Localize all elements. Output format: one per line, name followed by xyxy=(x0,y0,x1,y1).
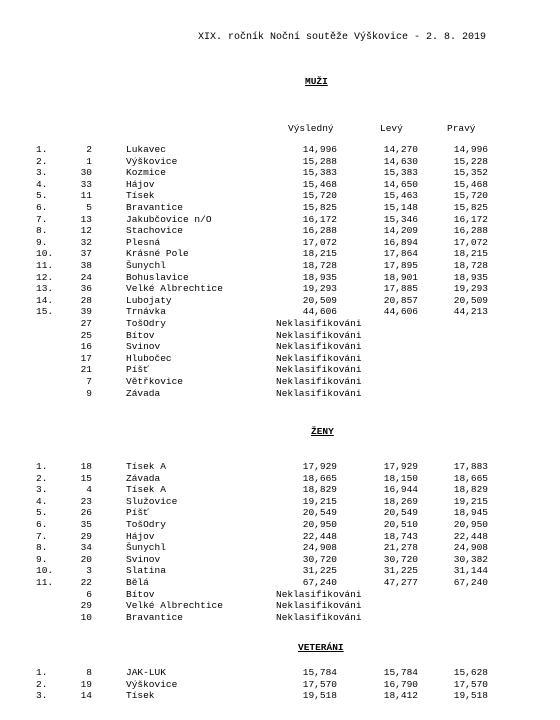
table-row xyxy=(0,330,560,341)
team-name: Hájov xyxy=(126,178,155,190)
table-row xyxy=(0,531,560,542)
team-number: 36 xyxy=(80,283,92,295)
table-row xyxy=(0,248,560,259)
team-name: Výškovice xyxy=(126,678,178,690)
result-time: 14,996 xyxy=(302,144,337,155)
table-row xyxy=(0,690,560,701)
right-time: 16,172 xyxy=(453,213,488,225)
rank: 8. xyxy=(36,542,48,554)
team-number: 9 xyxy=(86,387,92,399)
right-time: 19,215 xyxy=(453,495,488,507)
table-row xyxy=(0,519,560,530)
left-time: 18,269 xyxy=(383,495,418,507)
result-time: 31,225 xyxy=(302,565,337,577)
team-name: Velké Albrechtice xyxy=(126,283,223,295)
team-name: Slatina xyxy=(126,565,166,577)
not-classified-label: Neklasifikováni xyxy=(276,341,362,353)
left-time: 21,278 xyxy=(383,542,418,554)
table-row xyxy=(0,295,560,306)
team-name: Velké Albrechtice xyxy=(126,600,223,612)
left-time: 15,784 xyxy=(383,667,418,678)
left-time: 20,857 xyxy=(383,294,418,306)
right-time: 31,144 xyxy=(453,565,488,577)
left-time: 17,864 xyxy=(383,248,418,260)
left-time: 18,412 xyxy=(383,690,418,702)
team-number: 6 xyxy=(86,588,92,600)
team-number: 26 xyxy=(80,507,92,519)
table-row xyxy=(0,283,560,294)
right-time: 67,240 xyxy=(453,577,488,588)
result-time: 15,468 xyxy=(302,178,337,190)
team-number: 30 xyxy=(80,167,92,179)
result-time: 16,288 xyxy=(302,225,337,237)
left-time: 14,270 xyxy=(383,144,418,155)
team-number: 33 xyxy=(80,178,92,190)
team-name: Šunychl xyxy=(126,542,166,554)
rank: 11. xyxy=(36,577,54,588)
rank: 7. xyxy=(36,530,48,542)
left-time: 18,743 xyxy=(383,530,418,542)
result-time: 30,720 xyxy=(302,553,337,565)
rank: 4. xyxy=(36,495,48,507)
left-time: 14,650 xyxy=(383,178,418,190)
left-time: 18,901 xyxy=(383,271,418,283)
team-name: Služovice xyxy=(126,495,178,507)
left-time: 15,346 xyxy=(383,213,418,225)
table-row xyxy=(0,167,560,178)
team-number: 29 xyxy=(80,530,92,542)
team-name: Závada xyxy=(126,472,161,484)
left-time: 18,150 xyxy=(383,472,418,484)
right-time: 17,570 xyxy=(453,678,488,690)
rank: 2. xyxy=(36,155,48,167)
table-row xyxy=(0,667,560,678)
left-time: 47,277 xyxy=(383,577,418,588)
team-number: 2 xyxy=(86,144,92,155)
team-name: Bohuslavice xyxy=(126,271,189,283)
team-name: Bravantice xyxy=(126,611,184,623)
left-time: 16,944 xyxy=(383,484,418,496)
team-name: Svinov xyxy=(126,341,161,353)
right-time: 18,665 xyxy=(453,472,488,484)
result-time: 18,728 xyxy=(302,260,337,271)
team-number: 7 xyxy=(86,376,92,387)
team-name: Píšť xyxy=(126,507,149,519)
team-name: Jakubčovice n/O xyxy=(126,213,212,225)
team-name: Větřkovice xyxy=(126,376,184,387)
rank: 9. xyxy=(36,236,48,248)
rank: 1. xyxy=(36,144,48,155)
table-row xyxy=(0,473,560,484)
rank: 2. xyxy=(36,678,48,690)
result-time: 15,784 xyxy=(302,667,337,678)
team-number: 11 xyxy=(80,190,92,202)
team-number: 39 xyxy=(80,306,92,318)
table-row xyxy=(0,353,560,364)
team-number: 24 xyxy=(80,271,92,283)
right-time: 30,382 xyxy=(453,553,488,565)
right-time: 18,215 xyxy=(453,248,488,260)
right-time: 17,883 xyxy=(453,461,488,472)
team-name: Tísek xyxy=(126,190,155,202)
right-time: 18,728 xyxy=(453,260,488,271)
left-time: 16,790 xyxy=(383,678,418,690)
team-number: 23 xyxy=(80,495,92,507)
not-classified-label: Neklasifikováni xyxy=(276,364,362,376)
table-row xyxy=(0,190,560,201)
team-name: Šunychl xyxy=(126,260,166,271)
left-time: 30,720 xyxy=(383,553,418,565)
column-header-pravy: Pravý xyxy=(447,123,476,134)
not-classified-label: Neklasifikováni xyxy=(276,588,362,600)
right-time: 15,825 xyxy=(453,202,488,213)
team-name: Krásné Pole xyxy=(126,248,189,260)
left-time: 17,885 xyxy=(383,283,418,295)
not-classified-label: Neklasifikováni xyxy=(276,352,362,364)
team-name: Trnávka xyxy=(126,306,166,318)
table-row xyxy=(0,364,560,375)
team-number: 20 xyxy=(80,553,92,565)
result-time: 20,509 xyxy=(302,294,337,306)
result-time: 44,606 xyxy=(302,306,337,318)
result-time: 19,293 xyxy=(302,283,337,295)
not-classified-label: Neklasifikováni xyxy=(276,600,362,612)
right-time: 15,468 xyxy=(453,178,488,190)
result-time: 67,240 xyxy=(302,577,337,588)
table-row xyxy=(0,237,560,248)
not-classified-label: Neklasifikováni xyxy=(276,376,362,387)
table-row xyxy=(0,179,560,190)
table-row xyxy=(0,484,560,495)
team-number: 10 xyxy=(80,611,92,623)
rank: 6. xyxy=(36,202,48,213)
result-time: 18,215 xyxy=(302,248,337,260)
rank: 10. xyxy=(36,248,54,260)
right-time: 17,072 xyxy=(453,236,488,248)
rank: 3. xyxy=(36,690,48,702)
table-row xyxy=(0,542,560,553)
result-time: 18,665 xyxy=(302,472,337,484)
rank: 1. xyxy=(36,461,48,472)
table-row xyxy=(0,612,560,623)
left-time: 15,383 xyxy=(383,167,418,179)
result-time: 17,570 xyxy=(302,678,337,690)
team-name: Stachovice xyxy=(126,225,184,237)
team-number: 32 xyxy=(80,236,92,248)
result-time: 15,383 xyxy=(302,167,337,179)
table-row xyxy=(0,202,560,213)
result-time: 17,072 xyxy=(302,236,337,248)
team-name: Tísek A xyxy=(126,484,166,496)
rank: 4. xyxy=(36,178,48,190)
team-number: 19 xyxy=(80,678,92,690)
rank: 10. xyxy=(36,565,54,577)
team-name: Tísek A xyxy=(126,461,166,472)
table-row xyxy=(0,600,560,611)
left-time: 15,148 xyxy=(383,202,418,213)
table-row xyxy=(0,589,560,600)
rank: 8. xyxy=(36,225,48,237)
right-time: 22,448 xyxy=(453,530,488,542)
section-heading-veterani: VETERÁNI xyxy=(298,642,344,653)
rank: 3. xyxy=(36,484,48,496)
not-classified-label: Neklasifikováni xyxy=(276,611,362,623)
left-time: 15,463 xyxy=(383,190,418,202)
team-number: 4 xyxy=(86,484,92,496)
table-row xyxy=(0,565,560,576)
team-name: Hájov xyxy=(126,530,155,542)
column-header-vysledny: Výsledný xyxy=(288,123,334,134)
team-name: TošOdry xyxy=(126,318,166,329)
team-name: Závada xyxy=(126,387,161,399)
right-time: 19,293 xyxy=(453,283,488,295)
table-row xyxy=(0,679,560,690)
team-number: 17 xyxy=(80,352,92,364)
rank: 6. xyxy=(36,519,48,530)
team-name: Kozmice xyxy=(126,167,166,179)
team-number: 34 xyxy=(80,542,92,554)
right-time: 18,945 xyxy=(453,507,488,519)
left-time: 31,225 xyxy=(383,565,418,577)
document-title: XIX. ročník Noční soutěže Výškovice - 2. 8. 2019 xyxy=(198,32,487,43)
team-number: 13 xyxy=(80,213,92,225)
rank: 5. xyxy=(36,190,48,202)
result-time: 19,518 xyxy=(302,690,337,702)
team-name: Výškovice xyxy=(126,155,178,167)
result-time: 20,549 xyxy=(302,507,337,519)
table-row xyxy=(0,306,560,317)
table-row xyxy=(0,272,560,283)
right-time: 19,518 xyxy=(453,690,488,702)
rank: 1. xyxy=(36,667,48,678)
right-time: 15,720 xyxy=(453,190,488,202)
table-row xyxy=(0,577,560,588)
result-time: 18,935 xyxy=(302,271,337,283)
team-name: Bítov xyxy=(126,588,155,600)
result-time: 22,448 xyxy=(302,530,337,542)
team-name: Lukavec xyxy=(126,144,166,155)
team-name: Píšť xyxy=(126,364,149,376)
left-time: 20,510 xyxy=(383,519,418,530)
team-name: Plesná xyxy=(126,236,161,248)
result-time: 16,172 xyxy=(302,213,337,225)
team-name: Svinov xyxy=(126,553,161,565)
team-number: 1 xyxy=(86,155,92,167)
team-number: 14 xyxy=(80,690,92,702)
result-time: 17,929 xyxy=(302,461,337,472)
rank: 11. xyxy=(36,260,54,271)
team-number: 3 xyxy=(86,565,92,577)
left-time: 16,894 xyxy=(383,236,418,248)
result-time: 15,720 xyxy=(302,190,337,202)
team-number: 12 xyxy=(80,225,92,237)
team-number: 37 xyxy=(80,248,92,260)
table-row xyxy=(0,260,560,271)
result-time: 15,825 xyxy=(302,202,337,213)
team-number: 15 xyxy=(80,472,92,484)
result-time: 18,829 xyxy=(302,484,337,496)
rank: 7. xyxy=(36,213,48,225)
table-row xyxy=(0,496,560,507)
team-number: 8 xyxy=(86,667,92,678)
result-time: 19,215 xyxy=(302,495,337,507)
team-name: Bělá xyxy=(126,577,149,588)
right-time: 16,288 xyxy=(453,225,488,237)
left-time: 14,209 xyxy=(383,225,418,237)
team-name: Bítov xyxy=(126,329,155,341)
left-time: 17,929 xyxy=(383,461,418,472)
team-number: 22 xyxy=(80,577,92,588)
right-time: 20,509 xyxy=(453,294,488,306)
table-row xyxy=(0,554,560,565)
team-number: 38 xyxy=(80,260,92,271)
rank: 15. xyxy=(36,306,54,318)
team-name: JAK-LUK xyxy=(126,667,166,678)
team-number: 25 xyxy=(80,329,92,341)
team-number: 21 xyxy=(80,364,92,376)
rank: 2. xyxy=(36,472,48,484)
right-time: 18,935 xyxy=(453,271,488,283)
team-name: Hlubočec xyxy=(126,352,172,364)
left-time: 20,549 xyxy=(383,507,418,519)
team-number: 18 xyxy=(80,461,92,472)
right-time: 15,628 xyxy=(453,667,488,678)
table-row xyxy=(0,144,560,155)
table-row xyxy=(0,341,560,352)
table-row xyxy=(0,225,560,236)
team-number: 29 xyxy=(80,600,92,612)
result-time: 15,288 xyxy=(302,155,337,167)
team-name: Tísek xyxy=(126,690,155,702)
right-time: 44,213 xyxy=(453,306,488,318)
right-time: 18,829 xyxy=(453,484,488,496)
team-number: 16 xyxy=(80,341,92,353)
team-name: Bravantice xyxy=(126,202,184,213)
section-heading-zeny: ŽENY xyxy=(311,426,334,437)
table-row xyxy=(0,214,560,225)
table-row xyxy=(0,507,560,518)
table-row xyxy=(0,376,560,387)
rank: 9. xyxy=(36,553,48,565)
result-time: 24,908 xyxy=(302,542,337,554)
right-time: 20,950 xyxy=(453,519,488,530)
section-heading-muzi: MUŽI xyxy=(305,76,328,87)
left-time: 17,895 xyxy=(383,260,418,271)
team-number: 27 xyxy=(80,318,92,329)
rank: 13. xyxy=(36,283,54,295)
left-time: 44,606 xyxy=(383,306,418,318)
table-row xyxy=(0,388,560,399)
team-name: TošOdry xyxy=(126,519,166,530)
team-name: Lubojaty xyxy=(126,294,172,306)
rank: 3. xyxy=(36,167,48,179)
team-number: 5 xyxy=(86,202,92,213)
table-row xyxy=(0,318,560,329)
result-time: 20,950 xyxy=(302,519,337,530)
left-time: 14,630 xyxy=(383,155,418,167)
column-header-levy: Levý xyxy=(380,123,403,134)
right-time: 15,228 xyxy=(453,155,488,167)
right-time: 24,908 xyxy=(453,542,488,554)
team-number: 28 xyxy=(80,294,92,306)
right-time: 15,352 xyxy=(453,167,488,179)
table-row xyxy=(0,461,560,472)
right-time: 14,996 xyxy=(453,144,488,155)
table-row xyxy=(0,156,560,167)
not-classified-label: Neklasifikováni xyxy=(276,387,362,399)
not-classified-label: Neklasifikováni xyxy=(276,329,362,341)
rank: 5. xyxy=(36,507,48,519)
rank: 12. xyxy=(36,271,54,283)
not-classified-label: Neklasifikováni xyxy=(276,318,362,329)
rank: 14. xyxy=(36,294,54,306)
team-number: 35 xyxy=(80,519,92,530)
